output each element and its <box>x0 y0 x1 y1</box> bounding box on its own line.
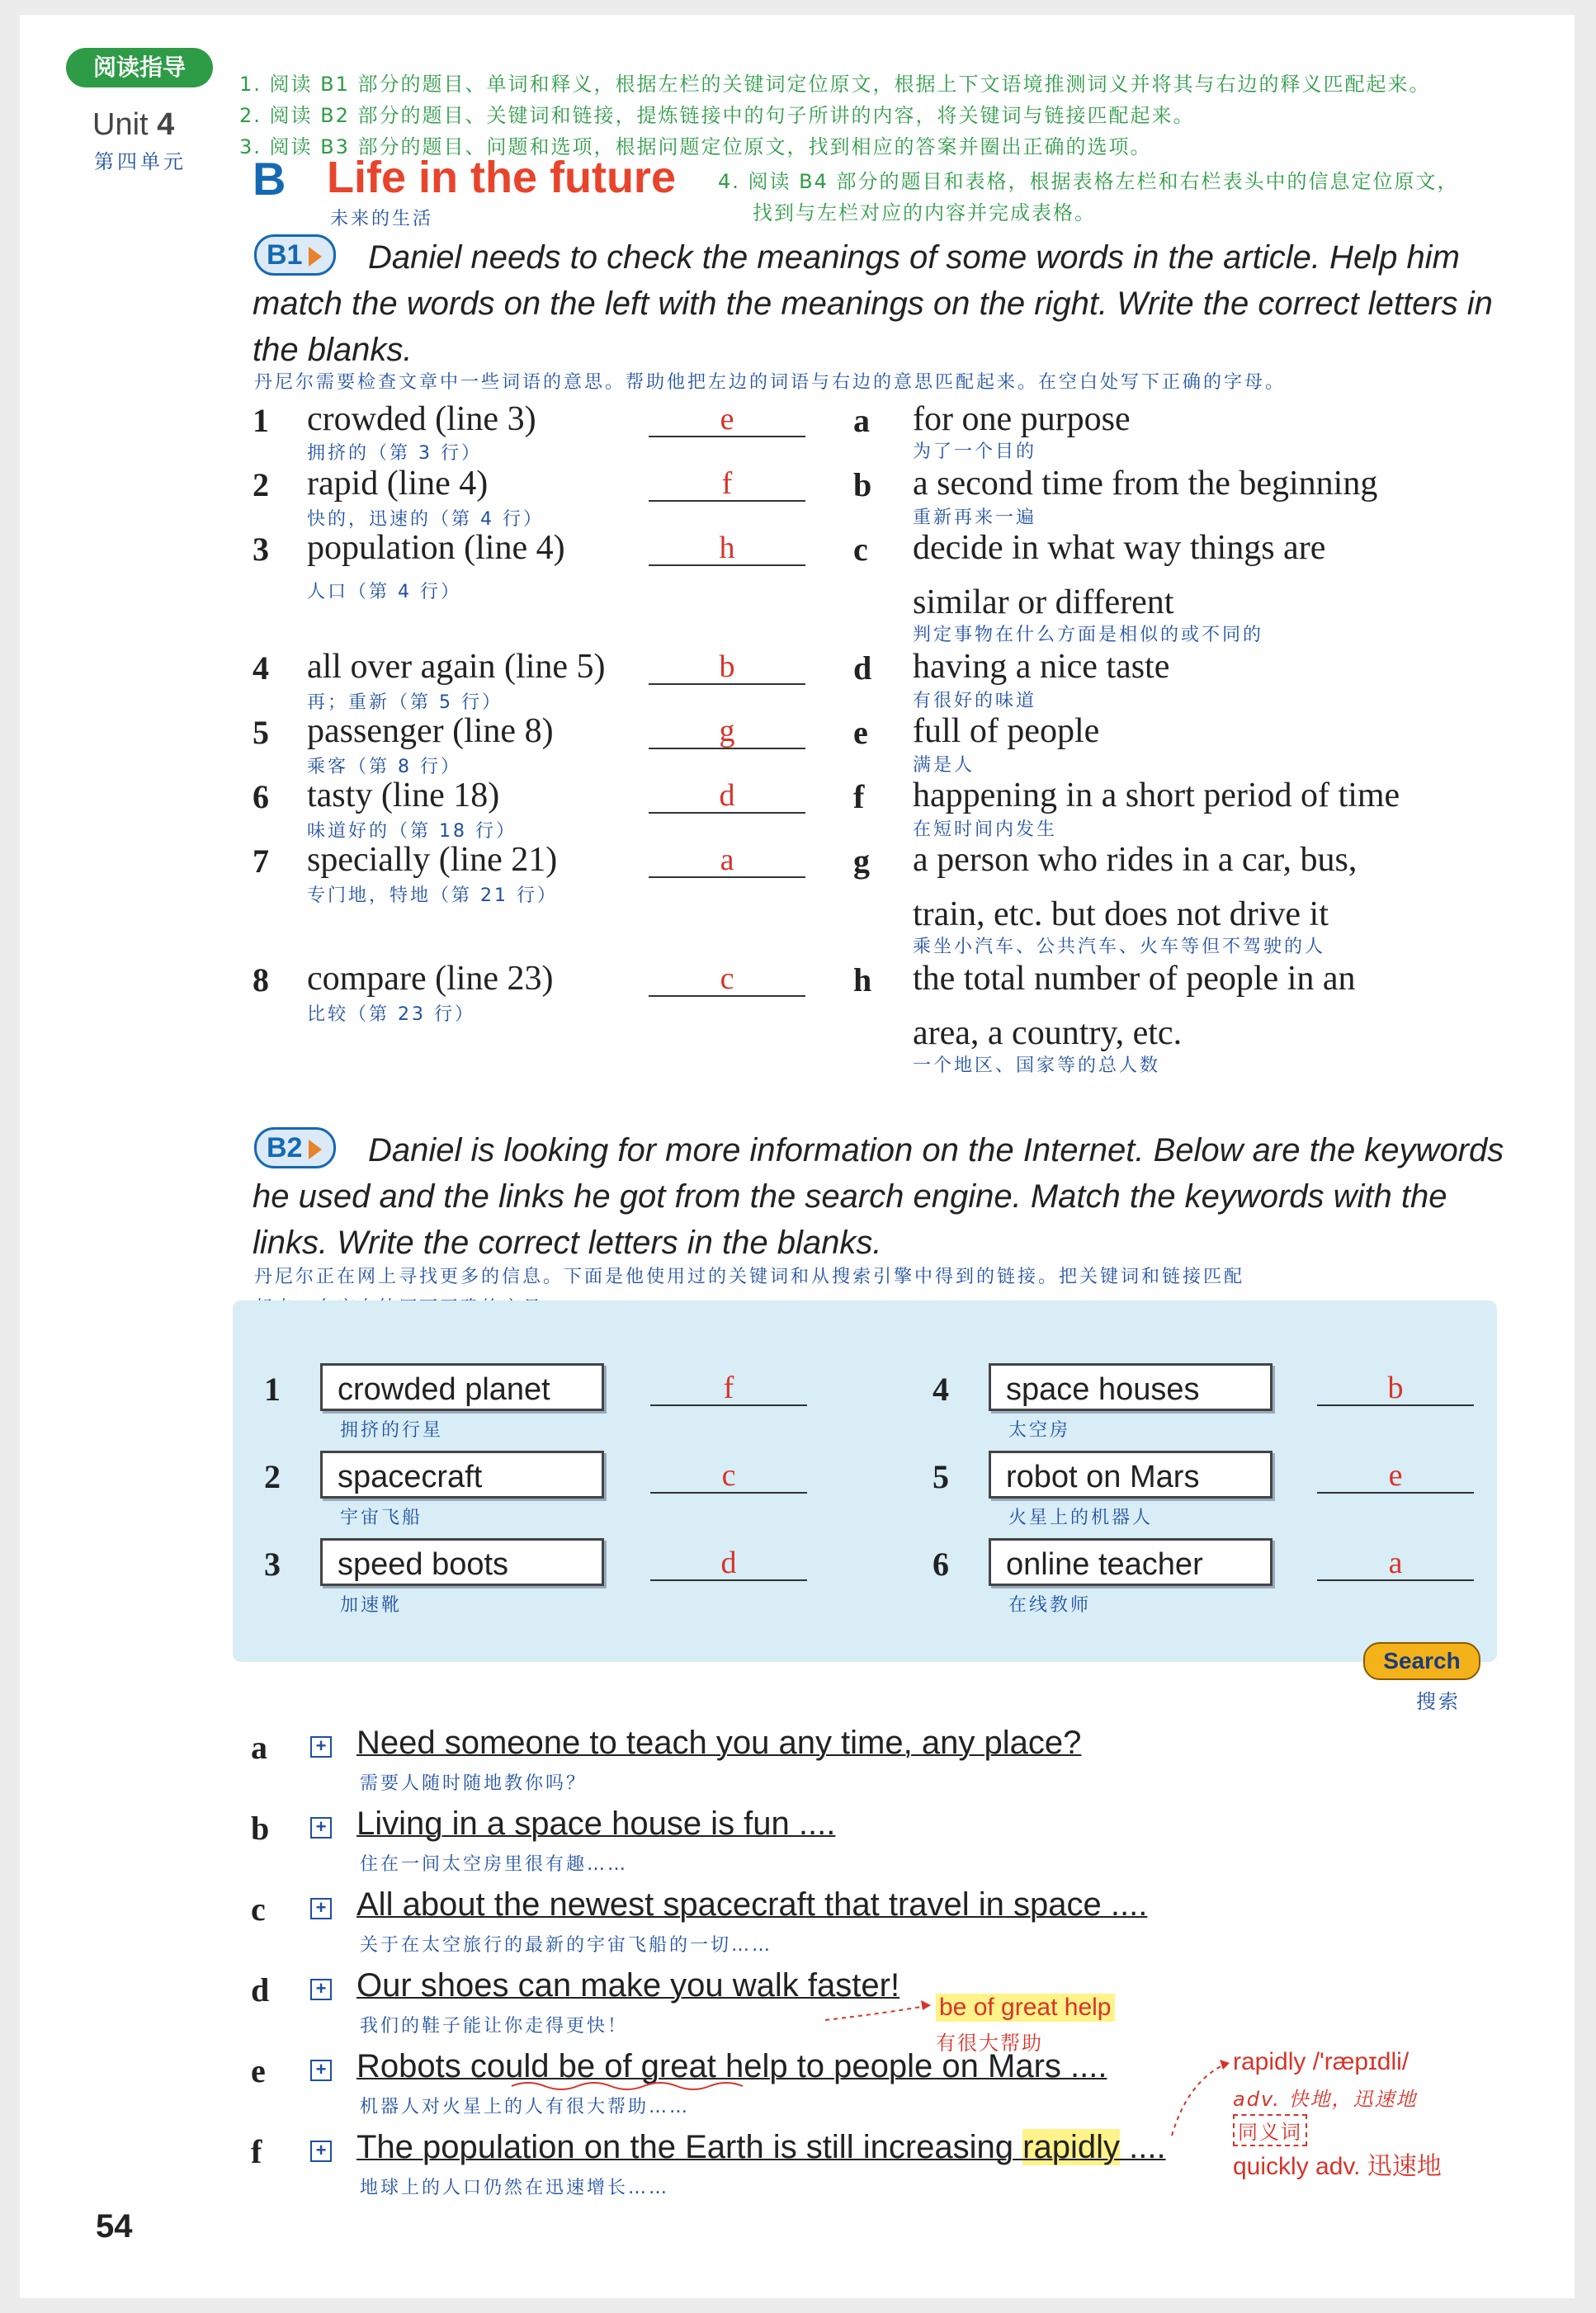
word-zh: 人口（第 4 行） <box>307 582 461 602</box>
note-phrase-zh: 有很大帮助 <box>936 2032 1043 2055</box>
keyword-number: 1 <box>264 1371 281 1408</box>
expand-icon[interactable]: + <box>310 1736 332 1758</box>
keyword-number: 6 <box>933 1546 949 1583</box>
meaning-zh: 一个地区、国家等的总人数 <box>913 1055 1161 1076</box>
word-zh: 比较（第 23 行） <box>307 1004 475 1025</box>
page-number: 54 <box>96 2208 133 2245</box>
note-synonym-label: 同义词 <box>1233 2114 1307 2146</box>
highlighted-word: rapidly <box>1022 2129 1120 2165</box>
link-letter: e <box>251 2052 266 2089</box>
keyword-box[interactable]: robot on Mars <box>989 1451 1273 1499</box>
guide-line-5: 找到与左栏对应的内容并完成表格。 <box>753 201 1096 224</box>
meaning-letter: f <box>853 778 865 815</box>
search-result-link[interactable]: Need someone to teach you any time, any place? <box>357 1725 1082 1761</box>
link-letter: d <box>251 1971 270 2009</box>
link-zh: 需要人随时随地教你吗？ <box>360 1773 588 1794</box>
reading-guide-tag: 阅读指导 <box>66 48 213 87</box>
unit-label-zh: 第四单元 <box>94 150 187 173</box>
word-number: 6 <box>253 778 269 815</box>
note-word-definition: adv. 快地，迅速地 <box>1233 2088 1418 2111</box>
note-phrase: be of great help <box>936 1994 1115 2022</box>
keyword-number: 4 <box>933 1371 949 1408</box>
link-letter: a <box>251 1729 267 1766</box>
answer-blank[interactable]: b <box>649 650 805 685</box>
link-zh: 我们的鞋子能让你走得更快！ <box>360 2016 629 2037</box>
meaning-text-line2: train, etc. but does not drive it <box>913 895 1329 933</box>
meaning-letter: h <box>853 961 872 998</box>
word-number: 4 <box>253 649 269 687</box>
guide-line-4: 4. 阅读 B4 部分的题目和表格，根据表格左栏和右栏表头中的信息定位原文， <box>718 170 1459 193</box>
word-text: compare (line 23) <box>307 960 554 998</box>
answer-blank[interactable]: c <box>649 962 805 997</box>
expand-icon[interactable]: + <box>310 2141 332 2162</box>
meaning-zh: 重新再来一遍 <box>913 507 1037 528</box>
answer-blank[interactable]: d <box>650 1546 807 1581</box>
link-letter: b <box>251 1810 270 1847</box>
word-zh: 快的，迅速的（第 4 行） <box>307 509 544 530</box>
answer-blank[interactable]: h <box>649 531 805 566</box>
note-synonym: quickly adv. 迅速地 <box>1233 2153 1442 2180</box>
keyword-number: 5 <box>933 1458 949 1495</box>
expand-icon[interactable]: + <box>310 1898 332 1919</box>
word-text: population (line 4) <box>307 529 565 567</box>
answer-blank[interactable]: a <box>1317 1546 1474 1581</box>
search-result-link[interactable]: Living in a space house is fun .... <box>357 1806 836 1842</box>
link-zh: 机器人对火星上的人有很大帮助…… <box>360 2097 691 2117</box>
word-number: 3 <box>253 531 269 568</box>
keyword-zh: 加速靴 <box>340 1595 403 1616</box>
meaning-text: a person who rides in a car, bus, <box>913 841 1358 879</box>
b2-instruction-zh-1: 丹尼尔正在网上寻找更多的信息。下面是他使用过的关键词和从搜索引擎中得到的链接。把关键词和链接匹配 <box>254 1267 1245 1287</box>
word-number: 5 <box>253 714 269 751</box>
search-result-link[interactable]: Robots could be of great help to people on Mars .... <box>357 2048 1107 2084</box>
note-word: rapidly /'ræpɪdli/ <box>1233 2048 1409 2075</box>
meaning-zh: 在短时间内发生 <box>913 819 1058 840</box>
guide-line-3: 3. 阅读 B3 部分的题目、问题和选项，根据问题定位原文，找到相应的答案并圈出正确的选项。 <box>239 135 1152 158</box>
word-zh: 拥挤的（第 3 行） <box>307 443 482 464</box>
meaning-text: decide in what way things are <box>913 529 1326 567</box>
meaning-letter: c <box>853 531 868 568</box>
word-text: passenger (line 8) <box>307 712 554 750</box>
meaning-zh: 乘坐小汽车、公共汽车、火车等但不驾驶的人 <box>913 937 1326 957</box>
b1-instruction: Daniel needs to check the meanings of some words in the article. Help him match the words on the left with the meanings on the right. Write the correct letters in the blanks. <box>253 239 1493 368</box>
word-zh: 乘客（第 8 行） <box>307 757 461 777</box>
guide-line-2: 2. 阅读 B2 部分的题目、关键词和链接，提炼链接中的句子所讲的内容，将关键词与链接匹配起来。 <box>239 104 1195 127</box>
keyword-number: 3 <box>264 1546 281 1583</box>
meaning-letter: a <box>853 402 870 439</box>
word-text: all over again (line 5) <box>307 648 606 686</box>
keyword-box[interactable]: speed boots <box>320 1538 604 1586</box>
meaning-text-line2: similar or different <box>913 583 1174 621</box>
keyword-zh: 火星上的机器人 <box>1008 1508 1154 1528</box>
answer-blank[interactable]: f <box>649 467 805 502</box>
b2-badge: B2 <box>254 1127 336 1168</box>
answer-blank[interactable]: g <box>649 715 805 749</box>
search-result-link[interactable]: Our shoes can make you walk faster! <box>357 1967 900 2004</box>
link-letter: c <box>251 1891 266 1928</box>
keyword-zh: 宇宙飞船 <box>340 1508 423 1528</box>
keyword-box[interactable]: crowded planet <box>320 1363 604 1411</box>
meaning-letter: d <box>853 649 872 687</box>
link-zh: 地球上的人口仍然在迅速增长…… <box>360 2178 670 2198</box>
keyword-box[interactable]: spacecraft <box>320 1451 604 1499</box>
search-result-link[interactable]: All about the newest spacecraft that travel in space .... <box>357 1886 1148 1923</box>
keyword-zh: 在线教师 <box>1008 1595 1092 1616</box>
word-number: 8 <box>253 961 269 998</box>
meaning-text: having a nice taste <box>913 648 1170 686</box>
expand-icon[interactable]: + <box>310 1979 332 2000</box>
word-text: tasty (line 18) <box>307 777 500 814</box>
word-text: specially (line 21) <box>307 841 558 879</box>
meaning-zh: 判定事物在什么方面是相似的或不同的 <box>913 625 1264 645</box>
answer-blank[interactable]: c <box>650 1459 807 1494</box>
keyword-zh: 太空房 <box>1008 1420 1071 1441</box>
keyword-number: 2 <box>264 1458 281 1495</box>
word-number: 2 <box>253 466 269 503</box>
meaning-letter: e <box>853 714 868 751</box>
b2-instruction: Daniel is looking for more information on the Internet. Below are the keywords he used and the links he got from the search engine. Match the keywords with the links. Write the correct letters in the blanks. <box>253 1132 1504 1261</box>
word-number: 7 <box>253 843 269 880</box>
word-number: 1 <box>253 402 269 439</box>
answer-blank[interactable]: e <box>649 403 805 437</box>
meaning-text-line2: area, a country, etc. <box>913 1014 1183 1052</box>
answer-blank[interactable]: e <box>1317 1459 1474 1494</box>
search-result-link[interactable]: The population on the Earth is still increasing rapidly .... <box>357 2129 1166 2165</box>
section-letter: B <box>253 153 286 205</box>
link-letter: f <box>251 2133 262 2170</box>
meaning-zh: 为了一个目的 <box>913 441 1037 462</box>
link-zh: 关于在太空旅行的最新的宇宙飞船的一切…… <box>360 1935 773 1956</box>
section-title-zh: 未来的生活 <box>330 209 434 229</box>
word-zh: 再；重新（第 5 行） <box>307 692 503 713</box>
section-title: Life in the future <box>327 153 676 202</box>
meaning-zh: 有很好的味道 <box>913 691 1037 711</box>
meaning-text: full of people <box>913 712 1100 750</box>
expand-icon[interactable]: + <box>310 2060 332 2081</box>
keyword-box[interactable]: online teacher <box>989 1538 1273 1586</box>
guide-line-1: 1. 阅读 B1 部分的题目、单词和释义，根据左栏的关键词定位原文，根据上下文语境推测词义并将其与右边的释义匹配起来。 <box>239 73 1431 96</box>
answer-blank[interactable]: d <box>649 779 805 814</box>
b1-instruction-zh: 丹尼尔需要检查文章中一些词语的意思。帮助他把左边的词语与右边的意思匹配起来。在空白处写下正确的字母。 <box>254 372 1287 393</box>
meaning-text: the total number of people in an <box>913 960 1356 998</box>
answer-blank[interactable]: b <box>1317 1371 1474 1406</box>
search-button[interactable]: Search <box>1363 1642 1480 1680</box>
word-text: crowded (line 3) <box>307 400 536 438</box>
meaning-zh: 满是人 <box>913 755 975 776</box>
meaning-text: for one purpose <box>913 400 1131 438</box>
search-button-zh: 搜索 <box>1416 1690 1461 1713</box>
link-zh: 住在一间太空房里很有趣…… <box>360 1854 629 1875</box>
b1-badge: B1 <box>254 234 336 276</box>
word-zh: 味道好的（第 18 行） <box>307 821 517 842</box>
word-zh: 专门地，特地（第 21 行） <box>307 885 558 906</box>
answer-blank[interactable]: a <box>649 843 805 878</box>
meaning-text: a second time from the beginning <box>913 465 1378 503</box>
unit-label: Unit 4 <box>92 107 175 142</box>
answer-blank[interactable]: f <box>650 1371 807 1406</box>
keyword-zh: 拥挤的行星 <box>340 1420 444 1441</box>
meaning-letter: g <box>853 843 870 880</box>
expand-icon[interactable]: + <box>310 1817 332 1839</box>
word-text: rapid (line 4) <box>307 465 489 503</box>
meaning-text: happening in a short period of time <box>913 777 1400 814</box>
keyword-box[interactable]: space houses <box>989 1363 1273 1411</box>
meaning-letter: b <box>853 466 872 503</box>
